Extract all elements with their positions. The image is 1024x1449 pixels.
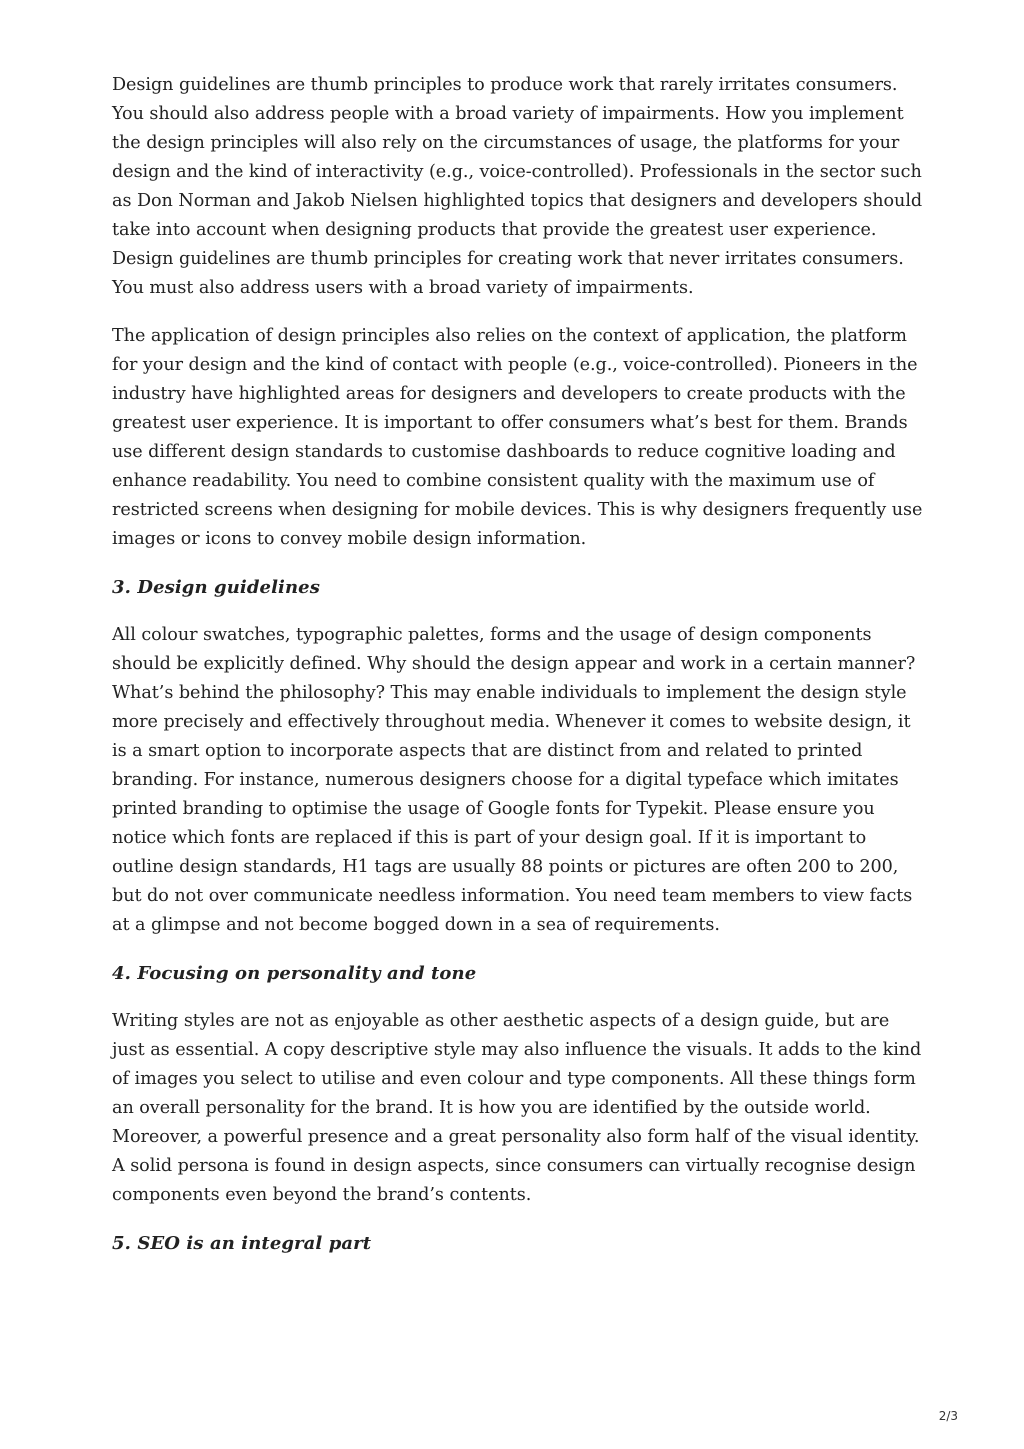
paragraph-intro: Design guidelines are thumb principles to produce work that rarely irritates consumers. You should also address people with a broad variety of impairments. How you implement the design principles will also rely on the circumstances of usage, the platforms for your design and the kind of interactivity (e.g., voice-controlled). Professionals in the sector such as Don Norman and Jakob Nielsen highlighted topics that designers and developers should take into account when designing products that provide the greatest user experience. Design guidelines are thumb principles for creating work that never irritates consumers. You must also address users with a broad variety of impairments. <box>112 75 923 298</box>
paragraph-personality-tone: Writing styles are not as enjoyable as other aesthetic aspects of a design guide, but are just as essential. A copy descriptive style may also influence the visuals. It adds to the kind of images you select to utilise and even colour and type components. All these things form an overall personality for the brand. It is how you are identified by the outside world. Moreover, a powerful presence and a great personality also form half of the visual identity. A solid persona is found in design aspects, since consumers can virtually recognise design components even beyond the brand’s contents. <box>112 1011 922 1205</box>
paragraph-design-guidelines: All colour swatches, typographic palettes, forms and the usage of design components should be explicitly defined. Why should the design appear and work in a certain manner? What’s behind the philosophy? This may enable individuals to implement the design style more precisely and effectively throughout media. Whenever it comes to website design, it is a smart option to incorporate aspects that are distinct from and related to printed branding. For instance, numerous designers choose for a digital typeface which imitates printed branding to optimise the usage of Google fonts for Typekit. Please ensure you notice which fonts are replaced if this is part of your design goal. If it is important to outline design standards, H1 tags are usually 88 points or pictures are often 200 to 200, but do not over communicate needless information. You need team members to view facts at a glimpse and not become bogged down in a sea of requirements. <box>112 625 916 935</box>
document-page <box>112 71 924 1277</box>
heading-design-guidelines: 3. Design guidelines <box>112 577 320 598</box>
paragraph-application: The application of design principles also relies on the context of application, the platform for your design and the kind of contact with people (e.g., voice-controlled). Pioneers in the industry have highlighted areas for designers and developers to create products with the greatest user experience. It is important to offer consumers what’s best for them. Brands use different design standards to customise dashboards to reduce cognitive loading and enhance readability. You need to combine consistent quality with the maximum use of restricted screens when designing for mobile devices. This is why designers frequently use images or icons to convey mobile design information. <box>112 326 923 549</box>
heading-seo: 5. SEO is an integral part <box>112 1233 372 1254</box>
page-number: 2/3 <box>938 1409 958 1423</box>
heading-personality-tone: 4. Focusing on personality and tone <box>112 963 477 984</box>
